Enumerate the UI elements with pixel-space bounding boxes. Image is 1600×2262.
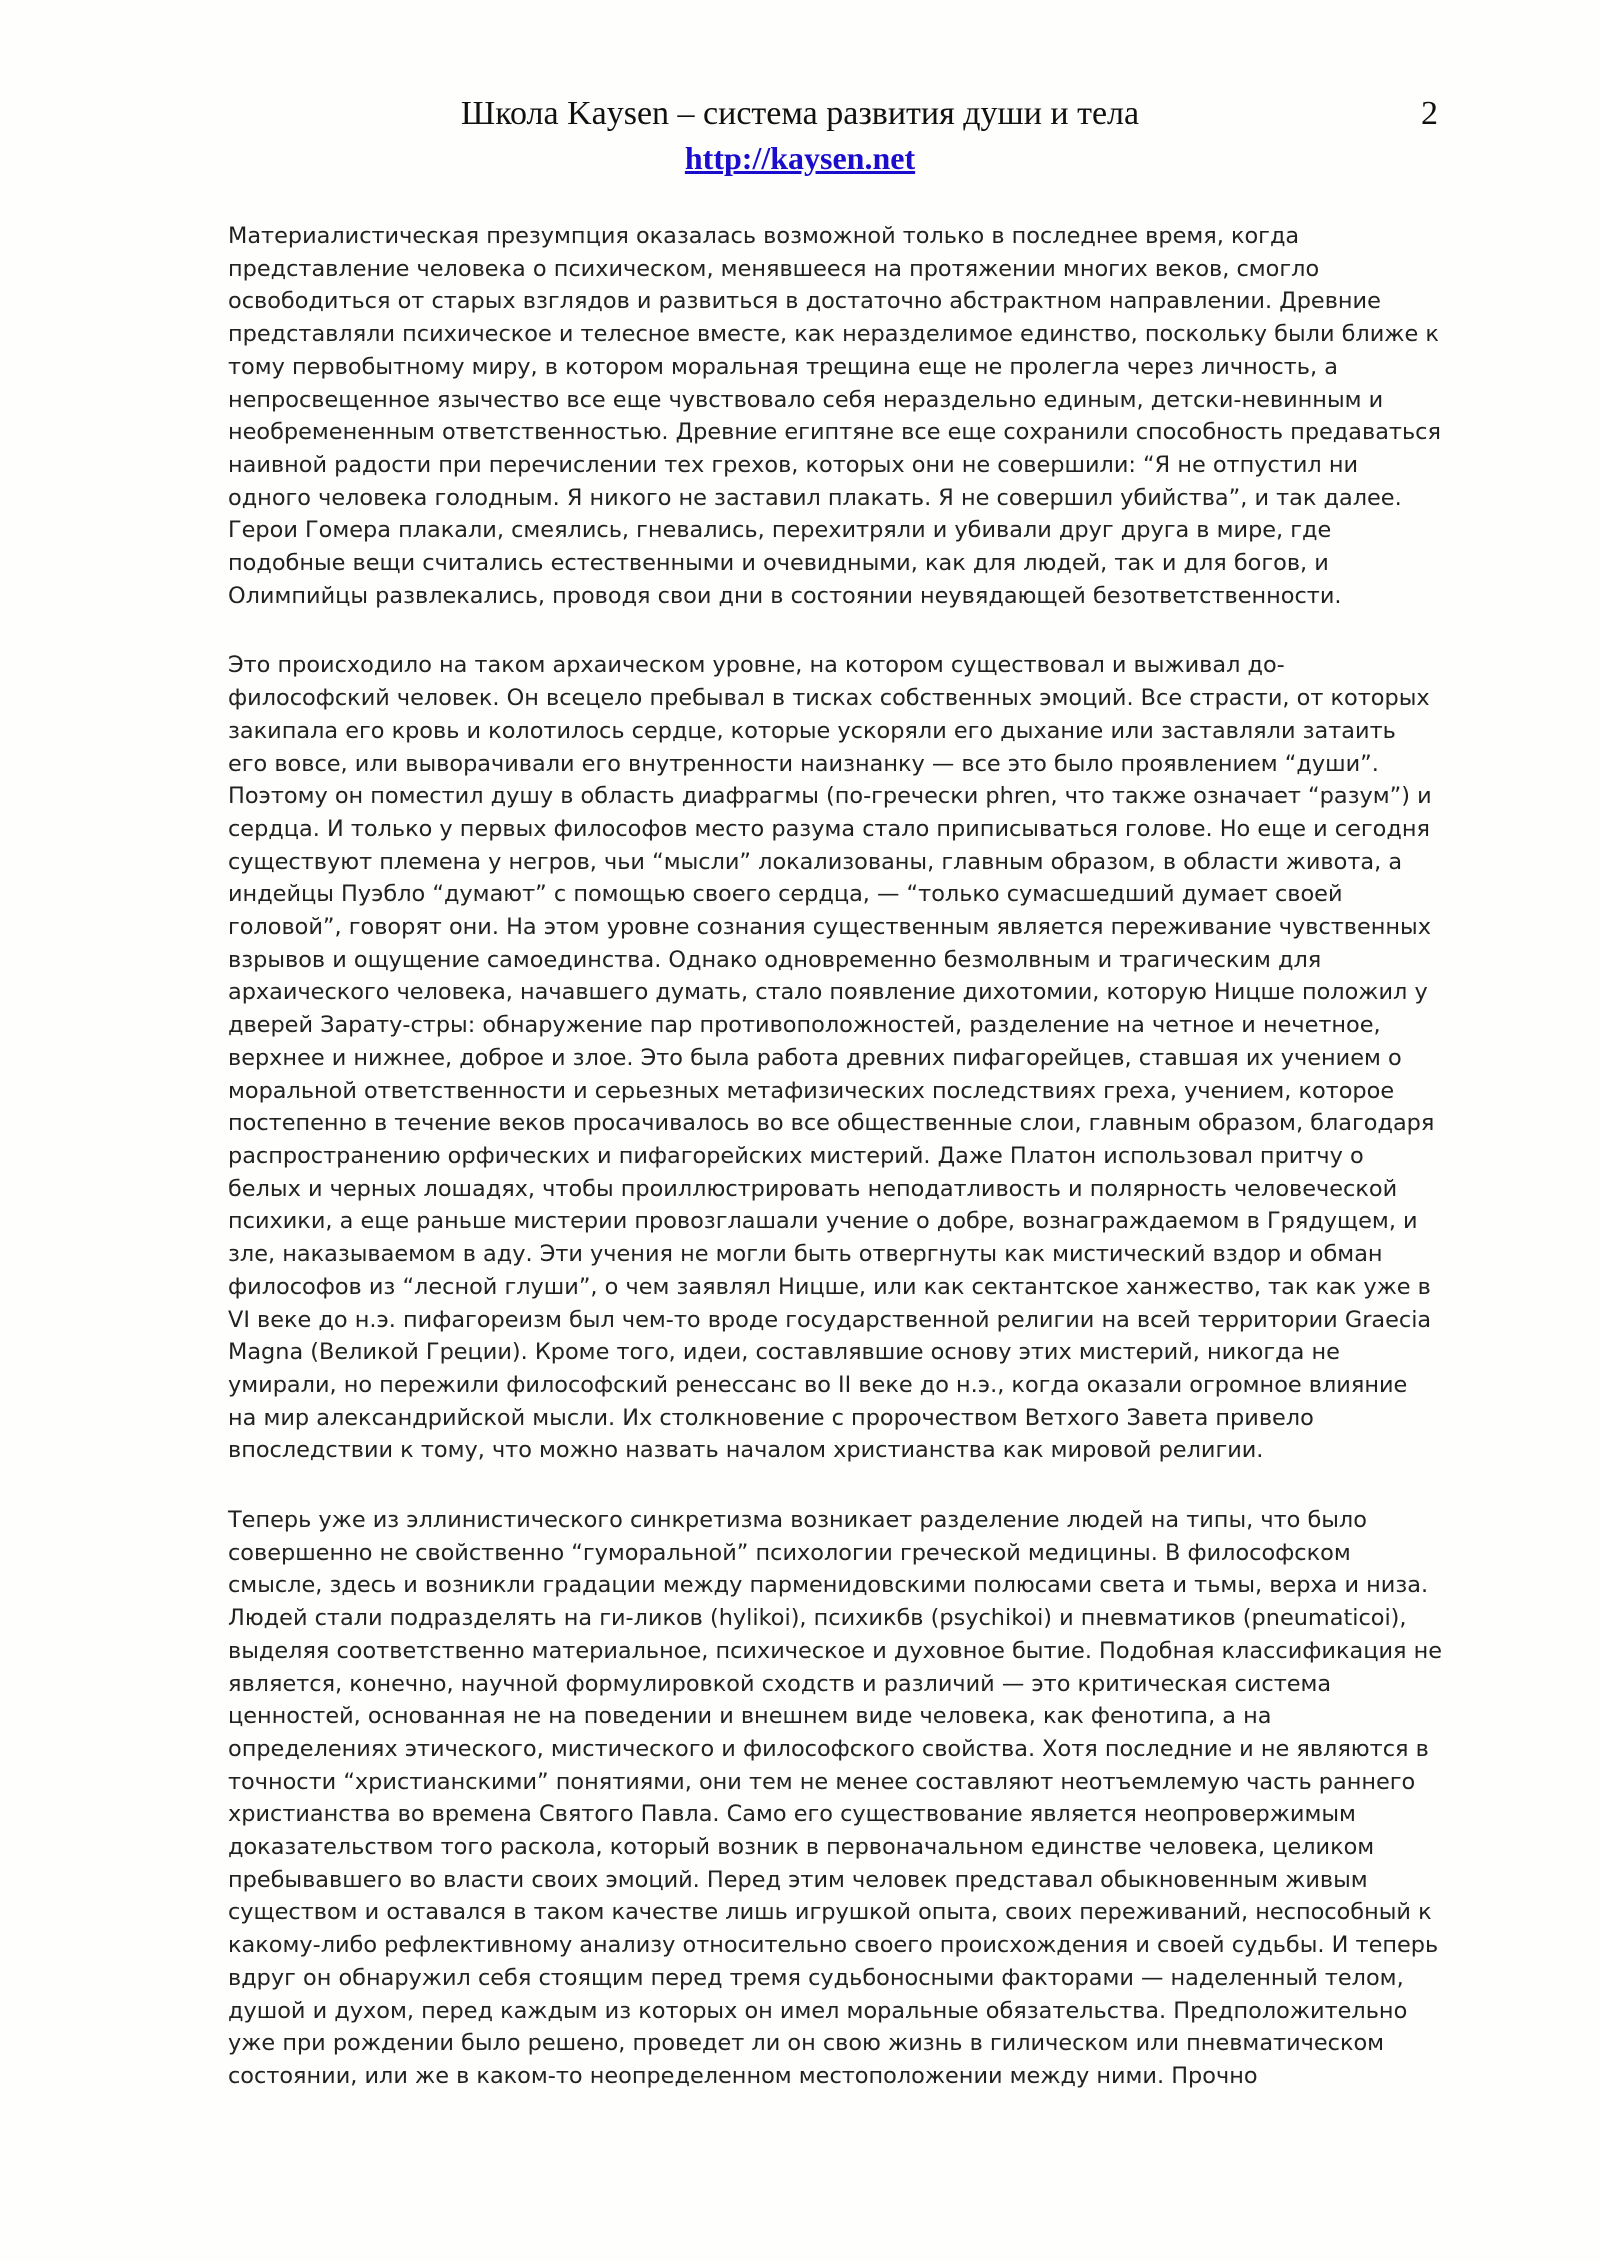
document-body <box>228 220 1442 2130</box>
header-link[interactable]: http://kaysen.net <box>684 140 916 176</box>
paragraph: Теперь уже из эллинистического синкретизма возникает разделение людей на типы, что было совершенно не свойственно “гуморальной” психологии греческой медицины. В философском смысле, здесь и возникли градации между парменидовскими полюсами света и тьмы, верха и низа. Людей стали подразделять на ги-ликов (hylikoi), психикбв (psychikoi) и пневматиков (pneumaticoi), выделяя соответственно материальное, психическое и духовное бытие. Подобная классификация не является, конечно, научной формулировкой сходств и различий — это критическая система ценностей, основанная не на поведении и внешнем виде человека, как фенотипа, а на определениях этического, мистического и философского свойства. Хотя последние и не являются в точности “христианскими” понятиями, они тем не менее составляют неотъемлемую часть раннего христианства во времена Святого Павла. Само его существование является неопровержимым доказательством того раскола, который возник в первоначальном единстве человека, целиком пребывавшего во власти своих эмоций. Перед этим человек представал обыкновенным живым существом и оставался в таком качестве лишь игрушкой опыта, своих переживаний, неспособный к какому-либо рефлективному анализу относительно своего происхождения и своей судьбы. И теперь вдруг он обнаружил себя стоящим перед тремя судьбоносными факторами — наделенный телом, душой и духом, перед каждым из которых он имел моральные обязательства. Предположительно уже при рождении было решено, проведет ли он свою жизнь в гилическом или пневматическом состоянии, или же в каком-то неопределенном местоположении между ними. Прочно <box>228 1507 1442 2089</box>
page-number: 2 <box>1421 95 1438 132</box>
paragraph: Материалистическая презумпция оказалась возможной только в последнее время, когда представление человека о психическом, менявшееся на протяжении многих веков, смогло освободиться от старых взглядов и развиться в достаточно абстрактном направлении. Древние представляли психическое и телесное вместе, как неразделимое единство, поскольку были ближе к тому первобытному миру, в котором моральная трещина еще не пролегла через личность, а непросвещенное язычество все еще чувствовало себя нераздельно единым, детски-невинным и необремененным ответственностью. Древние египтяне все еще сохранили способность предаваться наивной радости при перечислении тех грехов, которых они не совершили: “Я не отпустил ни одного человека голодным. Я никого не заставил плакать. Я не совершил убийства”, и так далее. Герои Гомера плакали, смеялись, гневались, перехитряли и убивали друг друга в мире, где подобные вещи считались естественными и очевидными, как для людей, так и для богов, и Олимпийцы развлекались, проводя свои дни в состоянии неувядающей безответственности. <box>228 223 1441 609</box>
page-header <box>0 92 1600 180</box>
header-title: Школа Kaysen – система развития души и тела <box>460 95 1140 132</box>
paragraph: Это происходило на таком архаическом уровне, на котором существовал и выживал до-философский человек. Он всецело пребывал в тисках собственных эмоций. Все страсти, от которых закипала его кровь и колотилось сердце, которые ускоряли его дыхание или заставляли затаить его вовсе, или выворачивали его внутренности наизнанку — все это было проявлением “души”. Поэтому он поместил душу в область диафрагмы (по-гречески phren, что также означает “разум”) и сердца. И только у первых философов место разума стало приписываться голове. Но еще и сегодня существуют племена у негров, чьи “мысли” локализованы, главным образом, в области живота, а индейцы Пуэбло “думают” с помощью своего сердца, — “только сумасшедший думает своей головой”, говорят они. На этом уровне сознания существенным является переживание чувственных взрывов и ощущение самоединства. Однако одновременно безмолвным и трагическим для архаического человека, начавшего думать, стало появление дихотомии, которую Ницше положил у дверей Зарату-стры: обнаружение пар противоположностей, разделение на четное и нечетное, верхнее и нижнее, доброе и злое. Это была работа древних пифагорейцев, ставшая их учением о моральной ответственности и серьезных метафизических последствиях греха, учением, которое постепенно в течение веков просачивалось во все общественные слои, главным образом, благодаря распространению орфических и пифагорейских мистерий. Даже Платон использовал притчу о белых и черных лошадях, чтобы проиллюстрировать неподатливость и полярность человеческой психики, а еще раньше мистерии провозглашали учение о добре, вознаграждаемом в Грядущем, и зле, наказываемом в аду. Эти учения не могли быть отвергнуты как мистический вздор и обман философов из “лесной глуши”, о чем заявлял Ницше, или как сектантское ханжество, так как уже в VI веке до н.э. пифагореизм был чем-то вроде государственной религии на всей территории Graecia Magna (Великой Греции). Кроме того, идеи, составлявшие основу этих мистерий, никогда не умирали, но пережили философский ренессанс во II веке до н.э., когда оказали огромное влияние на мир александрийской мысли. Их столкновение с пророчеством Ветхого Завета привело впоследствии к тому, что можно назвать началом христианства как мировой религии. <box>228 652 1435 1464</box>
